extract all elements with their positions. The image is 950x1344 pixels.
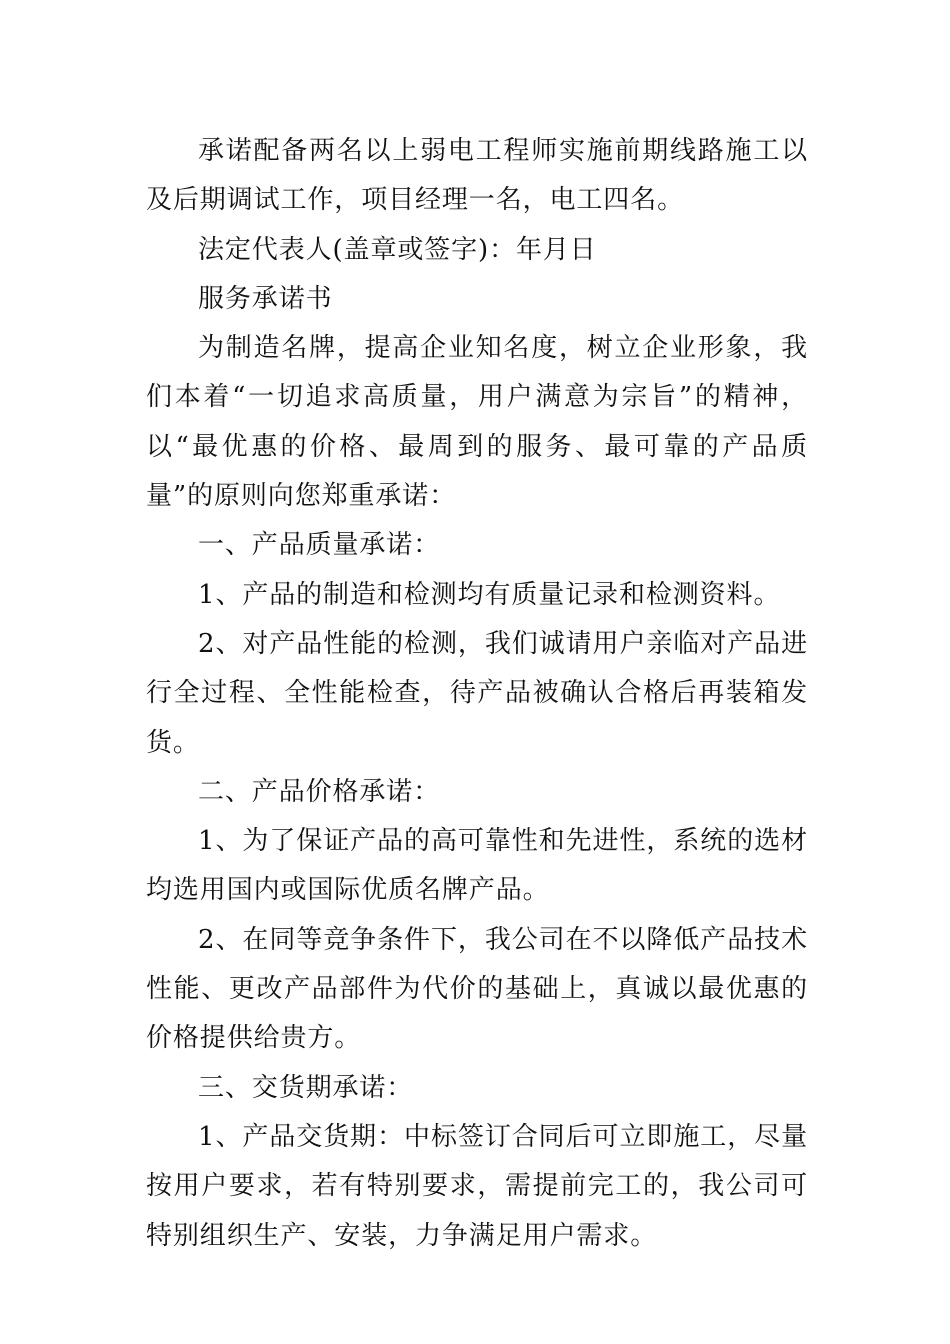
paragraph-staffing-commitment: 承诺配备两名以上弱电工程师实施前期线路施工以及后期调试工作，项目经理一名，电工四名。 xyxy=(146,136,808,216)
heading-price-commitment: 二、产品价格承诺： xyxy=(198,776,441,807)
heading-quality-commitment: 一、产品质量承诺： xyxy=(198,530,441,561)
paragraph-quality-item-2: 2、对产品性能的检测，我们诚请用户亲临对产品进行全过程、全性能检查，待产品被确认合格后再装箱发货。 xyxy=(146,628,808,758)
document-body xyxy=(146,127,808,1261)
paragraph-delivery-item-1: 1、产品交货期：中标签订合同后可立即施工，尽量按用户要求，若有特别要求，需提前完工的，我公司可特别组织生产、安装，力争满足用户需求。 xyxy=(146,1121,808,1251)
paragraph-price-item-2: 2、在同等竞争条件下，我公司在不以降低产品技术性能、更改产品部件为代价的基础上，真诚以最优惠的价格提供给贵方。 xyxy=(146,924,808,1054)
paragraph-quality-item-1: 1、产品的制造和检测均有质量记录和检测资料。 xyxy=(198,579,781,610)
section-title-service-commitment: 服务承诺书 xyxy=(198,283,333,314)
heading-delivery-commitment: 三、交货期承诺： xyxy=(198,1072,414,1103)
paragraph-legal-representative: 法定代表人(盖章或签字)：年月日 xyxy=(198,234,597,265)
paragraph-intro: 为制造名牌，提高企业知名度，树立企业形象，我们本着“一切追求高质量，用户满意为宗旨”的精神，以“最优惠的价格、最周到的服务、最可靠的产品质量”的原则向您郑重承诺： xyxy=(146,333,808,512)
paragraph-price-item-1: 1、为了保证产品的高可靠性和先进性，系统的选材均选用国内或国际优质名牌产品。 xyxy=(146,826,808,906)
